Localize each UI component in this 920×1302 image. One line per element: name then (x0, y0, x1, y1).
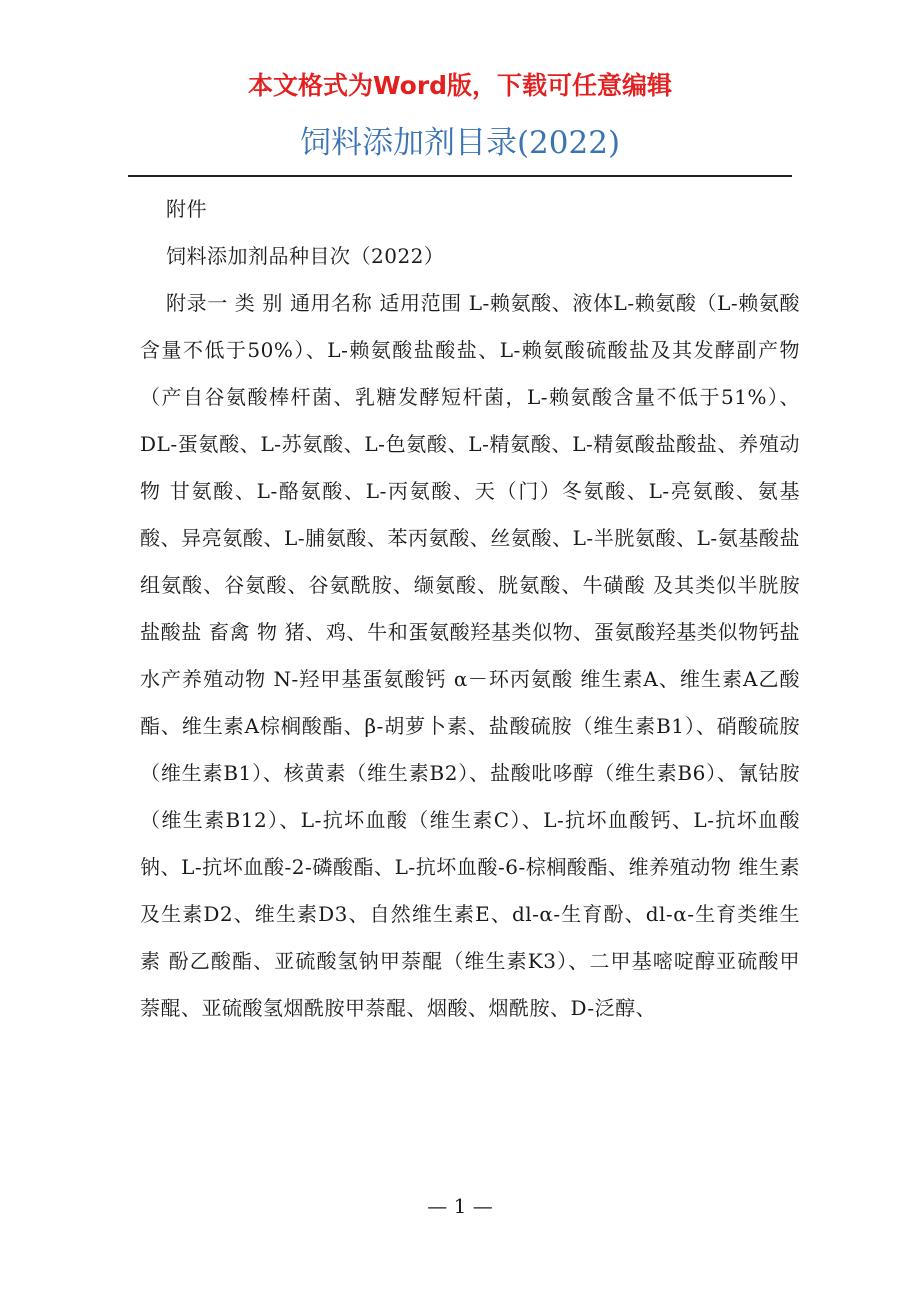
attachment-label: 附件 (166, 197, 207, 221)
title-divider (128, 175, 792, 177)
document-body (140, 186, 800, 1032)
page-number: — 1 — (427, 1194, 493, 1218)
catalog-body-paragraph: 附录一 类 别 通用名称 适用范围 L-赖氨酸、液体L-赖氨酸（L-赖氨酸含量不低于50%）、L-赖氨酸盐酸盐、L-赖氨酸硫酸盐及其发酵副产物（产自谷氨酸棒杆菌、乳糖发酵短杆菌，L-赖氨酸含量不低于51%）、DL-蛋氨酸、L-苏氨酸、L-色氨酸、L-精氨酸、L-精氨酸盐酸盐、养殖动物 甘氨酸、L-酪氨酸、L-丙氨酸、天（门）冬氨酸、L-亮氨酸、氨基酸、异亮氨酸、L-脯氨酸、苯丙氨酸、丝氨酸、L-半胱氨酸、L-氨基酸盐组氨酸、谷氨酸、谷氨酰胺、缬氨酸、胱氨酸、牛磺酸 及其类似半胱胺盐酸盐 畜禽 物 猪、鸡、牛和蛋氨酸羟基类似物、蛋氨酸羟基类似物钙盐 水产养殖动物 N-羟甲基蛋氨酸钙 α－环丙氨酸 维生素A、维生素A乙酸酯、维生素A棕榈酸酯、β-胡萝卜素、盐酸硫胺（维生素B1）、硝酸硫胺（维生素B1）、核黄素（维生素B2）、盐酸吡哆醇（维生素B6）、氰钴胺（维生素B12）、L-抗坏血酸（维生素C）、L-抗坏血酸钙、L-抗坏血酸钠、L-抗坏血酸-2-磷酸酯、L-抗坏血酸-6-棕榈酸酯、维养殖动物 维生素及生素D2、维生素D3、自然维生素E、dl-α-生育酚、dl-α-生育类维生素 酚乙酸酯、亚硫酸氢钠甲萘醌（维生素K3）、二甲基嘧啶醇亚硫酸甲萘醌、亚硫酸氢烟酰胺甲萘醌、烟酸、烟酰胺、D-泛醇、 (140, 291, 800, 1020)
download-banner: 本文格式为Word版，下载可任意编辑 (247, 71, 673, 100)
page-title: 饲料添加剂目录(2022) (299, 125, 621, 161)
catalog-heading: 饲料添加剂品种目次（2022） (166, 244, 445, 268)
